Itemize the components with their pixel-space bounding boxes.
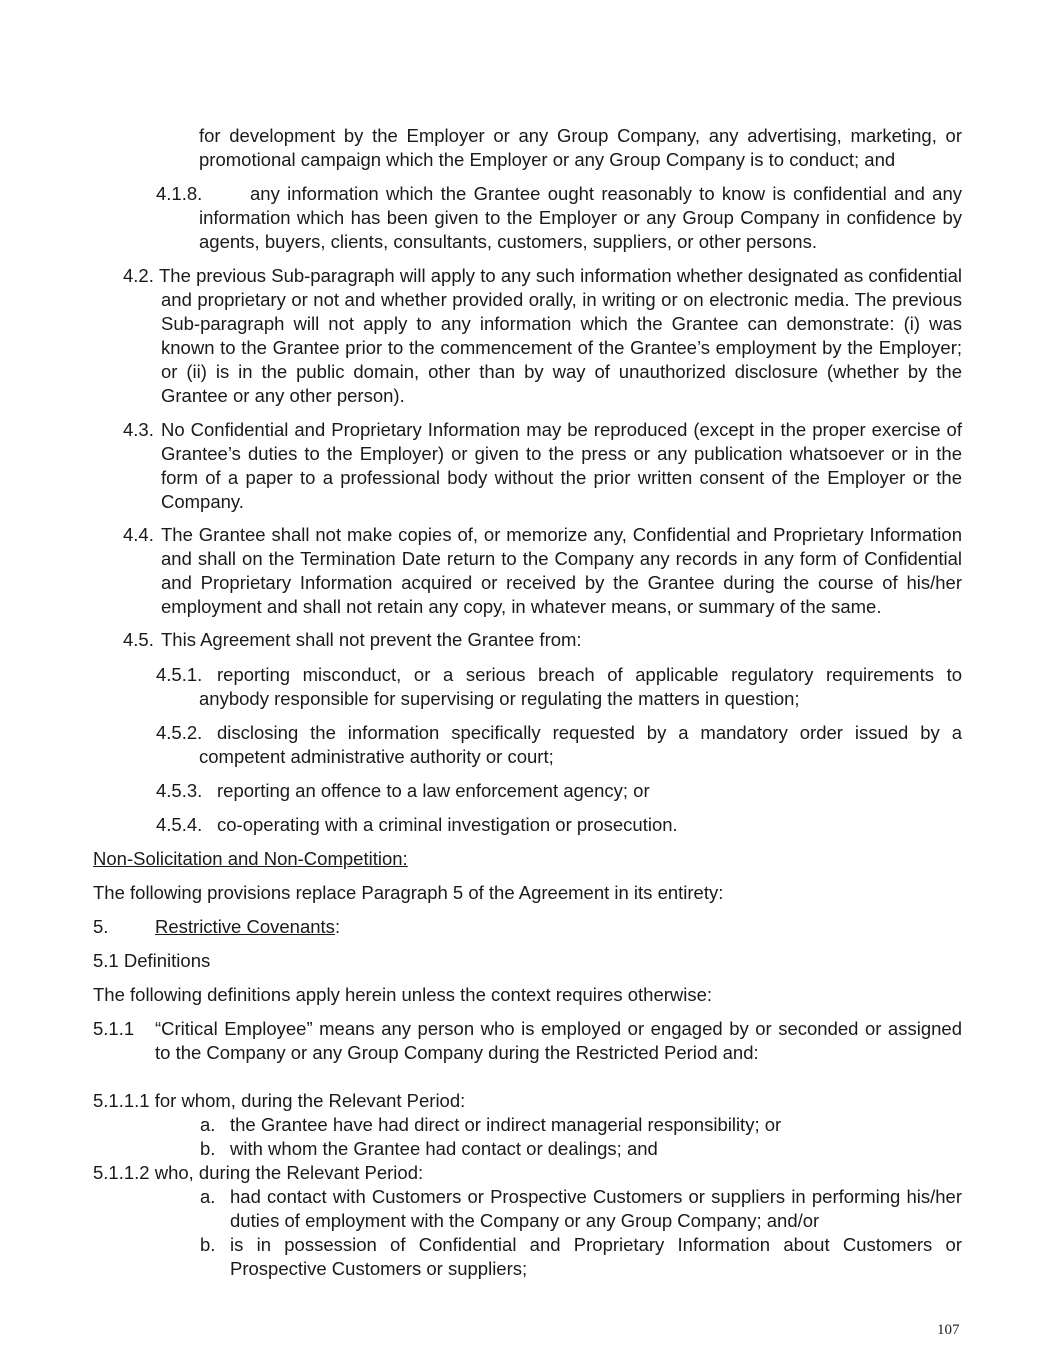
clause-4-5-4-text: co-operating with a criminal investigation or prosecution. [217,814,678,835]
clause-4-1-8-text: information which has been given to the Employer or any Group Company in confidence by agents, buyers, clients, consultants, customers, suppliers, or other persons. [199,207,962,252]
clause-5-1-1-number: 5.1.1 [93,1018,135,1039]
clause-4-5-text: This Agreement shall not prevent the Grantee from: [161,629,582,650]
section-5-1-heading: 5.1 Definitions [93,950,211,971]
non-solicitation-heading: Non-Solicitation and Non-Competition: [93,848,408,869]
clause-4-2-number: 4.2. [123,265,154,286]
definitions-intro: The following definitions apply herein unless the context requires otherwise: [93,984,713,1005]
clause-4-5-2-text: disclosing the information specifically requested by a mandatory order issued by a competent administrative authority or court; [199,722,962,767]
clause-4-5-4-number: 4.5.4. [156,814,203,835]
provisions-intro: The following provisions replace Paragraph 5 of the Agreement in its entirety: [93,882,724,903]
section-5-colon: : [334,916,341,937]
clause-4-3-number: 4.3. [123,419,154,440]
clause-5-1-1-1-b-text: with whom the Grantee had contact or dealings; and [230,1138,658,1159]
clause-4-1-8-first-line: any information which the Grantee ought reasonably to know is confidential and any [250,183,962,204]
clause-4-5-1-text: reporting misconduct, or a serious breach of applicable regulatory requirements to anybody responsible for supervising or regulating the matters in question; [199,664,962,709]
clause-5-1-1-1-a-text: the Grantee have had direct or indirect managerial responsibility; or [230,1114,782,1135]
clause-4-3-text: No Confidential and Proprietary Information may be reproduced (except in the proper exercise of Grantee’s duties to the Employer) or given to the press or any publication whatsoever or in the form of a paper to a professional body without the prior written consent of the Employer or the Company. [161,419,962,512]
clause-4-5-3-text: reporting an offence to a law enforcement agency; or [217,780,650,801]
clause-5-1-1-2-b-label: b. [200,1234,216,1255]
clause-4-4-number: 4.4. [123,524,154,545]
clause-4-5-2-number: 4.5.2. [156,722,203,743]
clause-5-1-1-text: “Critical Employee” means any person who is employed or engaged by or seconded or assigned to the Company or any Group Company during the Restricted Period and: [155,1018,962,1063]
clause-4-2-text: The previous Sub-paragraph will apply to any such information whether designated as confidential and proprietary or not and whether provided orally, in writing or on electronic media. The previous Sub-paragraph will not apply to any information which the Grantee can demonstrate: (i) was known to the Grantee prior to the commencement of the Grantee’s employment by the Employer; or (ii) is in the public domain, other than by way of unauthorized disclosure (whether by the Grantee or any other person). [159,265,962,406]
page-number: 107 [937,1322,960,1338]
clause-4-5-number: 4.5. [123,629,154,650]
clause-4-4-text: The Grantee shall not make copies of, or memorize any, Confidential and Proprietary Information and shall on the Termination Date return to the Company any records in any form of Confidential and Proprietary Information acquired or received by the Grantee during the course of his/her employment and shall not retain any copy, in whatever means, or summary of the same. [161,524,962,617]
clause-4-5-1-number: 4.5.1. [156,664,203,685]
clause-5-1-1-1-a-label: a. [200,1114,216,1135]
clause-5-1-1-2-a-label: a. [200,1186,216,1207]
clause-5-1-1-2-text: 5.1.1.2 who, during the Relevant Period: [93,1162,424,1183]
clause-4-1-8-number: 4.1.8. [156,183,203,204]
clause-4-5-3-number: 4.5.3. [156,780,203,801]
clause-5-1-1-2-b-text: is in possession of Confidential and Proprietary Information about Customers or Prospective Customers or suppliers; [230,1234,962,1279]
restrictive-covenants-heading: Restrictive Covenants [155,916,335,937]
section-5-title [155,915,340,939]
clause-4-1-7-continuation: for development by the Employer or any Group Company, any advertising, marketing, or promotional campaign which the Employer or any Group Company is to conduct; and [199,125,962,170]
clause-5-1-1-1-b-label: b. [200,1138,216,1159]
clause-5-1-1-2-a-text: had contact with Customers or Prospective Customers or suppliers in performing his/her duties of employment with the Company or any Group Company; and/or [230,1186,962,1231]
section-5-number: 5. [93,916,109,937]
clause-5-1-1-1-text: 5.1.1.1 for whom, during the Relevant Period: [93,1090,466,1111]
